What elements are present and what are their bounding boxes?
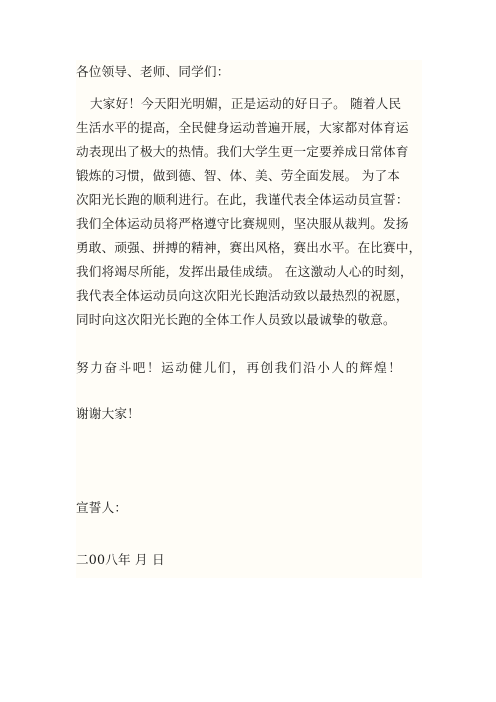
document-page xyxy=(76,60,422,578)
greeting: 各位领导、老师、同学们： xyxy=(76,64,230,79)
paragraph-line: 我代表全体运动员向这次阳光长跑活动致以最热烈的祝愿， xyxy=(76,288,409,303)
paragraph-line: 我们全体运动员将严格遵守比赛规则，坚决服从裁判。发扬 xyxy=(76,216,409,231)
paragraph-line: 我们将竭尽所能，发挥出最佳成绩。 在这激动人心的时刻， xyxy=(76,264,413,279)
thanks-line: 谢谢大家！ xyxy=(76,406,140,421)
paragraph-line: 锻炼的习惯，做到德、智、体、美、劳全面发展。 为了本 xyxy=(76,168,401,183)
paragraph-line: 大家好！今天阳光明媚，正是运动的好日子。 随着人民 xyxy=(90,96,402,111)
paragraph-line: 次阳光长跑的顺利进行。在此，我谨代表全体运动员宣誓： xyxy=(76,192,409,207)
paragraph-line: 生活水平的提高，全民健身运动普遍开展，大家都对体育运 xyxy=(76,120,409,135)
paragraph-line: 同时向这次阳光长跑的全体工作人员致以最诚挚的敬意。 xyxy=(76,312,396,327)
paragraph-line: 动表现出了极大的热情。我们大学生更一定要养成日常体育 xyxy=(76,144,409,159)
date-line: 二00八年 月 日 xyxy=(76,552,165,567)
paragraph-line: 勇敢、顽强、拼搏的精神，赛出风格，赛出水平。在比赛中， xyxy=(76,240,422,255)
oath-taker-label: 宣誓人： xyxy=(76,500,128,515)
closing-exhortation: 努力奋斗吧！运动健儿们，再创我们沿小人的辉煌！ xyxy=(76,360,403,375)
